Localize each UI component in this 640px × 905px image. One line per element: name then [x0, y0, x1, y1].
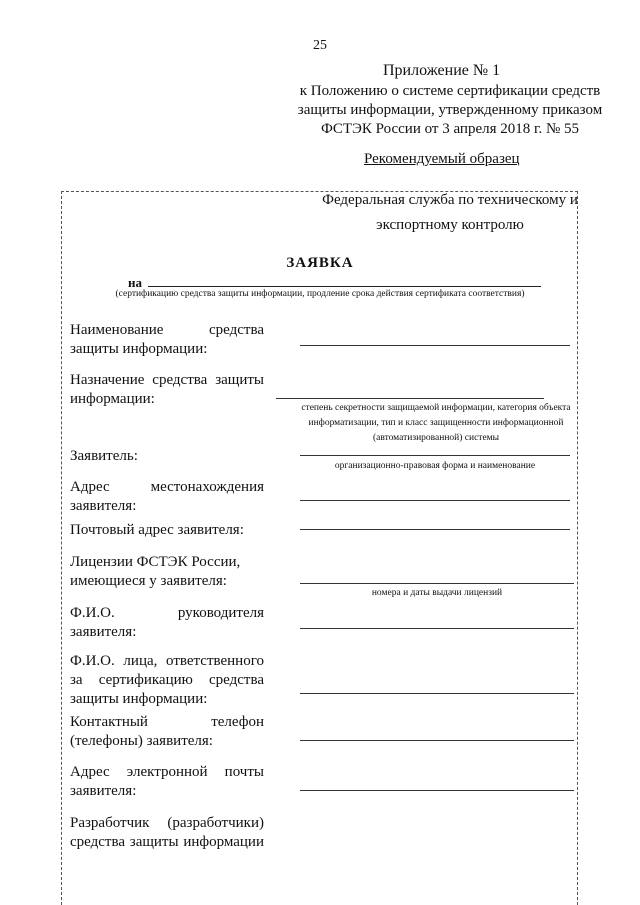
na-input-line[interactable]: [148, 286, 541, 287]
label-line: информации:: [70, 391, 155, 407]
regulation-line: защиты информации, утвержденному приказом: [297, 102, 603, 118]
field-label-email-cont: [70, 782, 264, 801]
hint-line: номера и даты выдачи лицензий: [371, 588, 503, 598]
label-line: заявителя:: [70, 783, 137, 799]
field-label-responsible: [70, 652, 264, 671]
hint-line: (автоматизированной) системы: [372, 433, 500, 443]
label-line: Адрес электронной почты: [70, 764, 264, 780]
hint-line: организационно-правовая форма и наименование: [334, 461, 536, 471]
label-line: защиты информации:: [70, 341, 208, 357]
input-line-responsible[interactable]: [300, 693, 574, 694]
label-line: заявителя:: [70, 498, 137, 514]
field-label-developer-cont: [70, 833, 264, 852]
field-label-location: [70, 478, 264, 497]
page-number: 25: [313, 38, 327, 53]
purpose-hint: [276, 401, 596, 446]
label-line: заявителя:: [70, 624, 137, 640]
label-line: Заявитель:: [70, 448, 138, 464]
sample-label: Рекомендуемый образец: [364, 151, 520, 167]
input-line-applicant[interactable]: [300, 455, 570, 456]
agency-line: Федеральная служба по техническому и: [322, 192, 578, 208]
agency-name: [300, 188, 600, 238]
label-line: средства защиты информации: [70, 834, 264, 850]
label-line: Контактный телефон: [70, 714, 264, 730]
label-line: Лицензии ФСТЭК России,: [70, 554, 241, 570]
field-label-product-name: [70, 321, 264, 340]
field-label-purpose-cont: [70, 390, 264, 409]
form-title: ЗАЯВКА: [286, 255, 354, 271]
input-line-purpose[interactable]: [276, 398, 544, 399]
label-line: Назначение средства защиты: [70, 372, 264, 388]
label-line: Адрес местонахождения: [70, 479, 264, 495]
input-line-postal[interactable]: [300, 529, 570, 530]
applicant-hint: [290, 459, 580, 474]
field-label-applicant: [70, 447, 264, 466]
label-line: Ф.И.О. лица, ответственного: [70, 653, 264, 669]
field-label-responsible-cont: [70, 671, 264, 690]
field-label-location-cont: [70, 497, 264, 516]
agency-line: экспортному контролю: [376, 217, 524, 233]
field-label-phone-cont: [70, 732, 264, 751]
field-label-head-cont: [70, 623, 264, 642]
label-line: (телефоны) заявителя:: [70, 733, 213, 749]
licenses-hint: [300, 586, 574, 601]
field-label-head: [70, 604, 264, 623]
input-line-head[interactable]: [300, 628, 574, 629]
field-label-developer: [70, 814, 264, 833]
hint-line: информатизации, тип и класс защищенности информационной: [308, 418, 564, 428]
field-label-licenses: [70, 553, 264, 591]
field-label-phone: [70, 713, 264, 732]
input-line-licenses[interactable]: [300, 583, 574, 584]
field-label-postal: [70, 521, 264, 540]
hint-line: степень секретности защищаемой информации, категория объекта: [301, 403, 571, 413]
input-line-email[interactable]: [300, 790, 574, 791]
regulation-line: ФСТЭК России от 3 апреля 2018 г. № 55: [320, 121, 580, 137]
label-line: Почтовый адрес заявителя:: [70, 522, 244, 538]
na-label: на: [128, 275, 142, 290]
regulation-line: к Положению о системе сертификации средств: [299, 83, 601, 99]
label-line: за сертификацию средства: [70, 672, 264, 688]
field-label-product-name-cont: [70, 340, 264, 359]
appendix-title: Приложение № 1: [383, 62, 501, 79]
label-line: Наименование средства: [70, 322, 264, 338]
input-line-location[interactable]: [300, 500, 570, 501]
label-line: имеющиеся у заявителя:: [70, 573, 227, 589]
label-line: защиты информации:: [70, 691, 208, 707]
label-line: Разработчик (разработчики): [70, 815, 264, 831]
label-line: Ф.И.О. руководителя: [70, 605, 264, 621]
field-label-responsible-cont2: [70, 690, 264, 709]
input-line-product-name[interactable]: [300, 345, 570, 346]
field-label-purpose: [70, 371, 264, 390]
field-label-email: [70, 763, 264, 782]
na-hint: (сертификацию средства защиты информации, продление срока действия сертификата соответствия): [115, 289, 525, 299]
input-line-phone[interactable]: [300, 740, 574, 741]
